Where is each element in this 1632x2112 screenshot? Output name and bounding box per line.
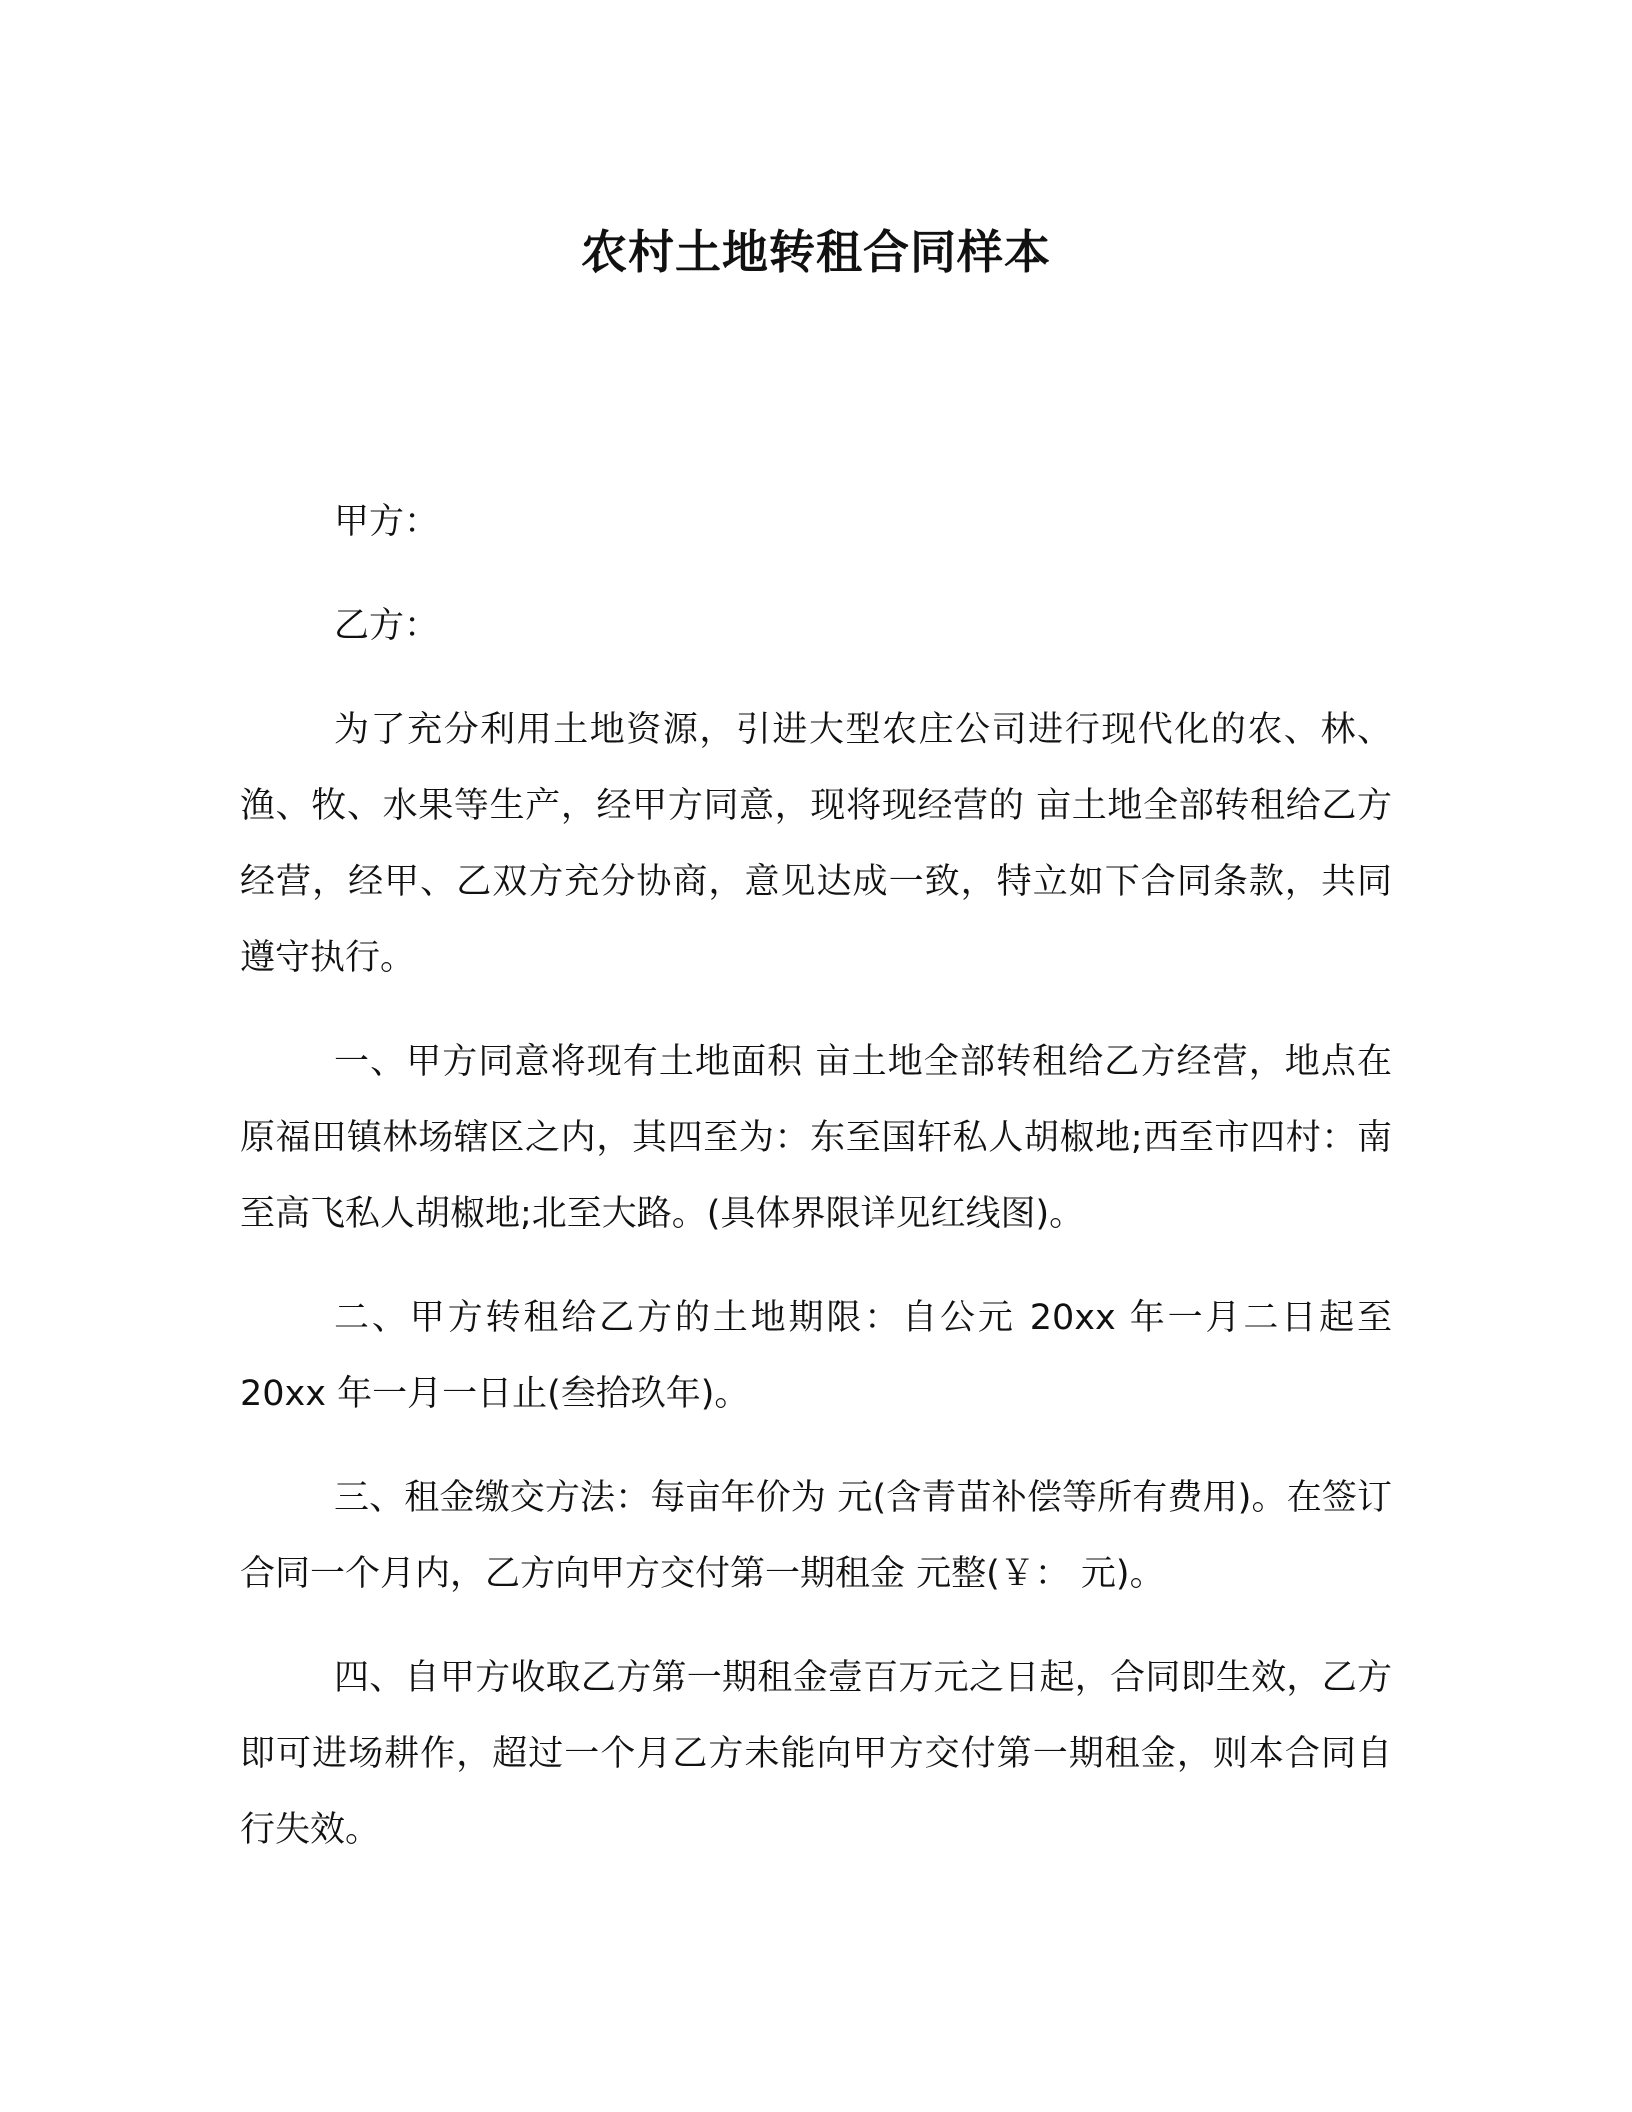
document-body [240,484,1392,1896]
clause-1-paragraph: 一、甲方同意将现有土地面积 亩土地全部转租给乙方经营，地点在原福田镇林场辖区之内，其四至为：东至国轩私人胡椒地;西至市四村：南至高飞私人胡椒地;北至大路。(具体界限详见红线图)。 [240,1042,1392,1234]
clause-3-paragraph: 三、租金缴交方法：每亩年价为 元(含青苗补偿等所有费用)。在签订合同一个月内，乙方向甲方交付第一期租金 元整(￥： 元)。 [240,1478,1392,1594]
party-a-label: 甲方： [334,502,440,542]
clause-4-paragraph: 四、自甲方收取乙方第一期租金壹百万元之日起，合同即生效，乙方即可进场耕作，超过一个月乙方未能向甲方交付第一期租金，则本合同自行失效。 [240,1658,1392,1850]
clause-2-paragraph: 二、甲方转租给乙方的土地期限：自公元 20xx 年一月二日起至 20xx 年一月一日止(叁拾玖年)。 [240,1298,1392,1414]
document-title: 农村土地转租合同样本 [581,225,1051,279]
intro-paragraph: 为了充分利用土地资源，引进大型农庄公司进行现代化的农、林、渔、牧、水果等生产，经甲方同意，现将现经营的 亩土地全部转租给乙方经营，经甲、乙双方充分协商，意见达成一致，特立如下合同条款，共同遵守执行。 [240,710,1392,978]
party-b-label: 乙方： [334,606,440,646]
